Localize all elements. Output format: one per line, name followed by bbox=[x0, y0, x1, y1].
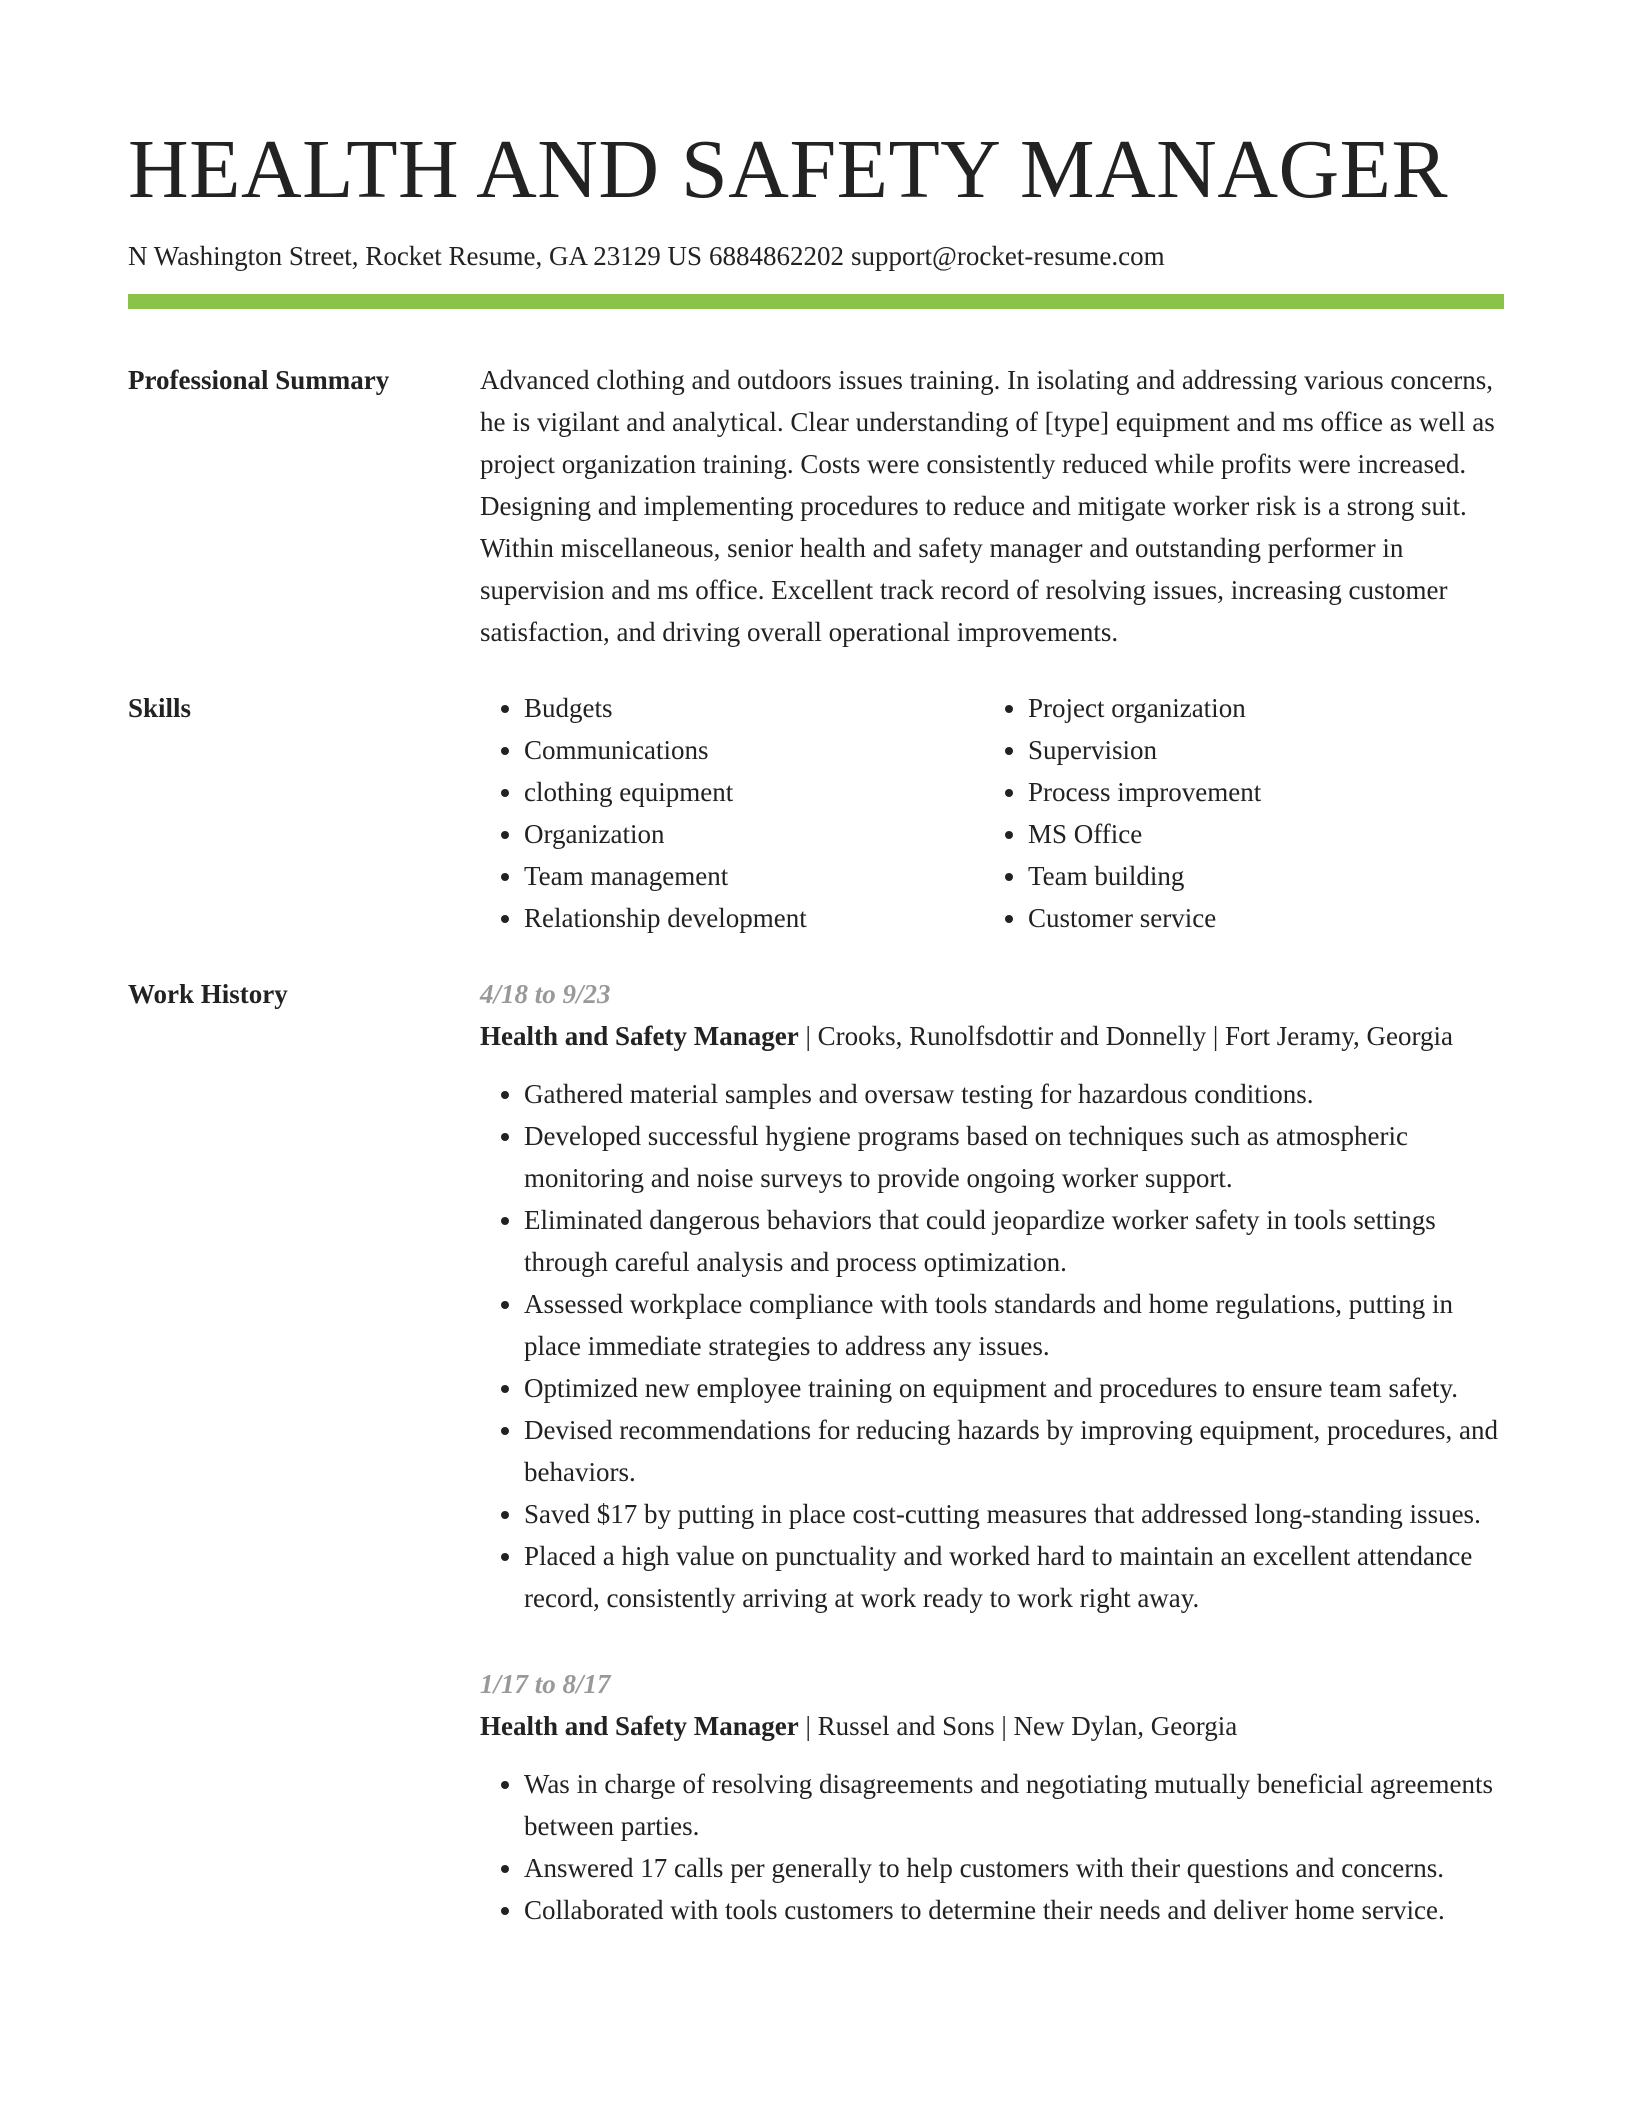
skill-item: • Relationship development bbox=[524, 897, 984, 939]
skill-item: • Budgets bbox=[524, 687, 984, 729]
work-history-section bbox=[128, 973, 1504, 1975]
skill-item: • Process improvement bbox=[1028, 771, 1488, 813]
job-details: | Crooks, Runolfsdottir and Donnelly | Fort Jeramy, Georgia bbox=[798, 1021, 1453, 1052]
job-heading bbox=[480, 1705, 1504, 1747]
header-divider bbox=[128, 294, 1504, 309]
job-entry bbox=[480, 1663, 1504, 1931]
job-bullet: • Assessed workplace compliance with tools standards and home regulations, putting in place immediate strategies to address any issues. bbox=[524, 1283, 1504, 1367]
contact-line bbox=[128, 240, 1504, 272]
job-bullet: • Devised recommendations for reducing hazards by improving equipment, procedures, and behaviors. bbox=[524, 1409, 1504, 1493]
job-bullets bbox=[480, 1763, 1504, 1931]
skill-item: • Communications bbox=[524, 729, 984, 771]
section-title-skills: Skills bbox=[128, 693, 192, 724]
skill-item: • Organization bbox=[524, 813, 984, 855]
skill-item: • Team building bbox=[1028, 855, 1488, 897]
job-bullet: • Placed a high value on punctuality and worked hard to maintain an excellent attendance record, consistently arriving at work ready to work right away. bbox=[524, 1535, 1504, 1619]
job-bullets bbox=[480, 1073, 1504, 1619]
work-history-body bbox=[480, 973, 1504, 1975]
skill-item: • Supervision bbox=[1028, 729, 1488, 771]
summary-body bbox=[480, 359, 1504, 653]
skills-body bbox=[480, 687, 1504, 939]
job-bullet: • Saved $17 by putting in place cost-cutting measures that addressed long-standing issues. bbox=[524, 1493, 1504, 1535]
job-bullet: • Gathered material samples and oversaw testing for hazardous conditions. bbox=[524, 1073, 1504, 1115]
job-title: Health and Safety Manager bbox=[480, 1021, 799, 1052]
job-dates: 4/18 to 9/23 bbox=[480, 979, 611, 1010]
skills-section bbox=[128, 687, 1504, 939]
skill-item: • Team management bbox=[524, 855, 984, 897]
job-bullet: • Eliminated dangerous behaviors that could jeopardize worker safety in tools settings through careful analysis and process optimization. bbox=[524, 1199, 1504, 1283]
skill-item: • MS Office bbox=[1028, 813, 1488, 855]
email-text: support@rocket-resume.com bbox=[851, 241, 1165, 271]
job-heading bbox=[480, 1015, 1504, 1057]
job-dates: 1/17 to 8/17 bbox=[480, 1669, 611, 1700]
job-bullet: • Developed successful hygiene programs based on techniques such as atmospheric monitoring and noise surveys to provide ongoing worker support. bbox=[524, 1115, 1504, 1199]
job-bullet: • Collaborated with tools customers to determine their needs and deliver home service. bbox=[524, 1889, 1504, 1931]
job-bullet: • Was in charge of resolving disagreements and negotiating mutually beneficial agreements between parties. bbox=[524, 1763, 1504, 1847]
summary-text: Advanced clothing and outdoors issues training. In isolating and addressing various concerns, he is vigilant and analytical. Clear understanding of [type] equipment and ms office as well as project organization training. Costs were consistently reduced while profits were increased. Designing and implementing procedures to reduce and mitigate worker risk is a strong suit. Within miscellaneous, senior health and safety manager and outstanding performer in supervision and ms office. Excellent track record of resolving issues, increasing customer satisfaction, and driving overall operational improvements. bbox=[480, 365, 1495, 648]
summary-section bbox=[128, 359, 1504, 653]
phone-text: 6884862202 bbox=[709, 241, 845, 271]
address-text: N Washington Street, Rocket Resume, GA 23129 US bbox=[128, 241, 703, 271]
section-title-summary: Professional Summary bbox=[128, 365, 390, 396]
skills-list-right bbox=[984, 687, 1488, 939]
section-title-work: Work History bbox=[128, 979, 288, 1010]
job-bullet: • Optimized new employee training on equipment and procedures to ensure team safety. bbox=[524, 1367, 1504, 1409]
resume-name: HEALTH AND SAFETY MANAGER bbox=[128, 123, 1448, 216]
skill-item: • clothing equipment bbox=[524, 771, 984, 813]
job-title: Health and Safety Manager bbox=[480, 1711, 799, 1742]
skills-list-left bbox=[480, 687, 984, 939]
job-bullet: • Answered 17 calls per generally to help customers with their questions and concerns. bbox=[524, 1847, 1504, 1889]
skill-item: • Customer service bbox=[1028, 897, 1488, 939]
job-entry bbox=[480, 973, 1504, 1619]
job-details: | Russel and Sons | New Dylan, Georgia bbox=[798, 1711, 1238, 1742]
skill-item: • Project organization bbox=[1028, 687, 1488, 729]
